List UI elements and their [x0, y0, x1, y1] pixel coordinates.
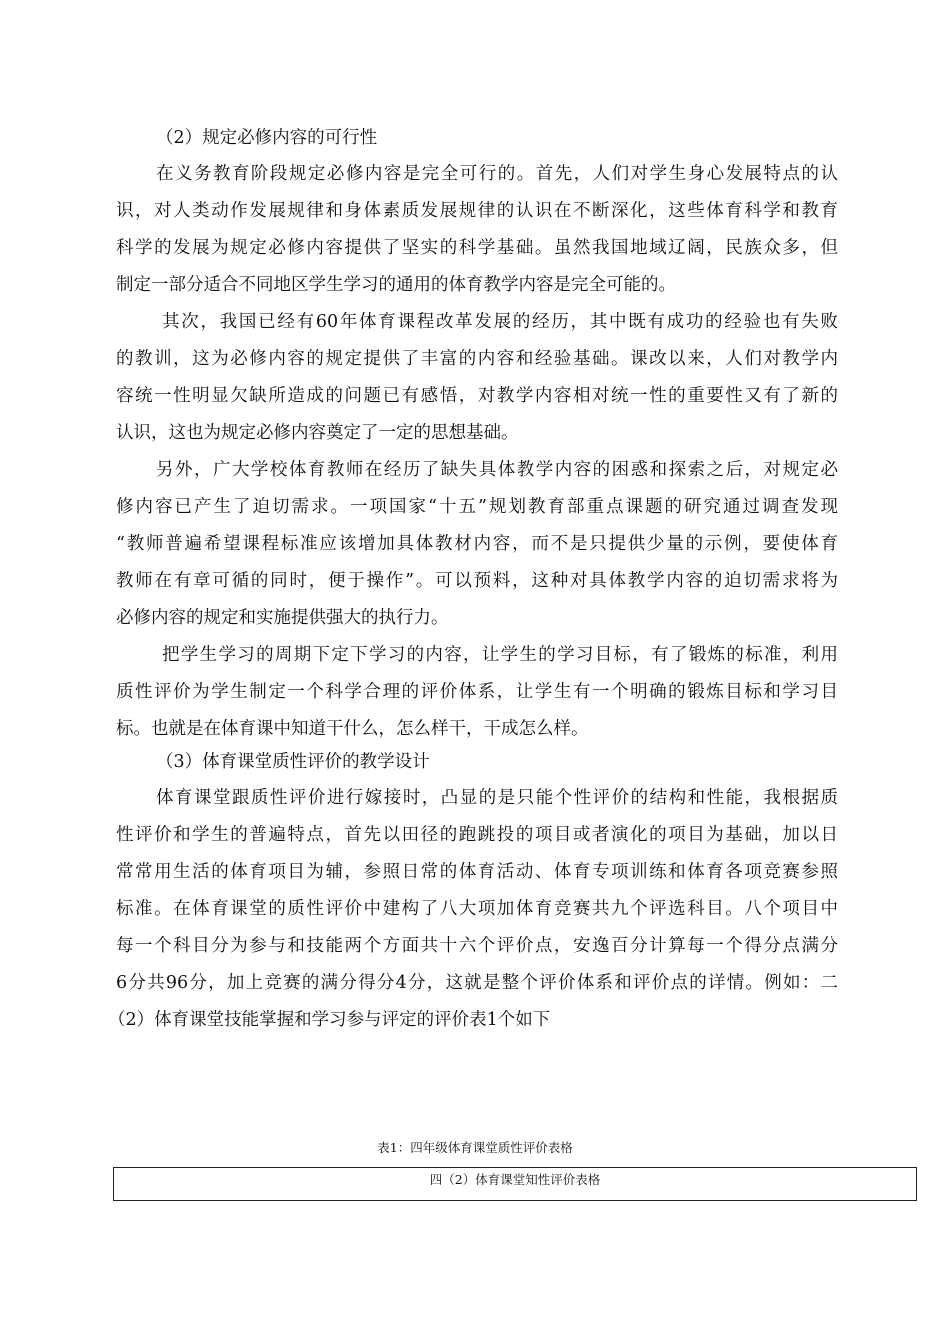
section-heading-3: （3）体育课堂质性评价的教学设计: [156, 752, 430, 772]
paragraph-2-line-1: 其次，我国已经有60年体育课程改革发展的经历，其中既有成功的经验也有失败: [162, 312, 838, 332]
paragraph-5-line-3: 常常用生活的体育项目为辅，参照日常的体育活动、体育专项训练和体育各项竞赛参照: [116, 862, 838, 882]
table-caption: 表1：四年级体育课堂质性评价表格: [377, 1140, 573, 1155]
paragraph-4-line-3: 标。也就是在体育课中知道干什么，怎么样干，干成怎么样。: [116, 719, 589, 739]
paragraph-1-line-4: 制定一部分适合不同地区学生学习的通用的体育教学内容是完全可能的。: [116, 275, 676, 295]
paragraph-5-line-5: 每一个科目分为参与和技能两个方面共十六个评价点，安逸百分计算每一个得分点满分: [116, 936, 838, 956]
evaluation-table: [113, 1167, 917, 1201]
paragraph-5-line-1: 体育课堂跟质性评价进行嫁接时，凸显的是只能个性评价的结构和性能，我根据质: [156, 788, 838, 808]
paragraph-5-line-6: 6分共96分，加上竞赛的满分得分4分，这就是整个评价体系和评价点的详情。例如：二: [116, 973, 838, 993]
paragraph-3-line-5: 必修内容的规定和实施提供强大的执行力。: [116, 608, 449, 628]
paragraph-5-line-7: （2）体育课堂技能掌握和学习参与评定的评价表1个如下: [108, 1010, 551, 1030]
section-heading-2: （2）规定必修内容的可行性: [156, 128, 378, 148]
paragraph-4-line-1: 把学生学习的周期下定下学习的内容，让学生的学习目标，有了锻炼的标准，利用: [162, 645, 838, 665]
paragraph-5-line-2: 性评价和学生的普遍特点，首先以田径的跑跳投的项目或者演化的项目为基础，加以日: [116, 825, 838, 845]
paragraph-2-line-2: 的教训，这为必修内容的规定提供了丰富的内容和经验基础。课改以来，人们对教学内: [116, 349, 838, 369]
paragraph-1-line-3: 科学的发展为规定必修内容提供了坚实的科学基础。虽然我国地域辽阔，民族众多，但: [116, 238, 838, 258]
paragraph-3-line-1: 另外，广大学校体育教师在经历了缺失具体教学内容的困惑和探索之后，对规定必: [156, 460, 838, 480]
paragraph-5-line-4: 标准。在体育课堂的质性评价中建构了八大项加体育竞赛共九个评选科目。八个项目中: [116, 899, 838, 919]
paragraph-3-line-2: 修内容已产生了迫切需求。一项国家“十五”规划教育部重点课题的研究通过调查发现: [116, 497, 838, 517]
paragraph-3-line-4: 教师在有章可循的同时，便于操作”。可以预料，这种对具体教学内容的迫切需求将为: [116, 571, 838, 591]
paragraph-2-line-3: 容统一性明显欠缺所造成的问题已有感悟，对教学内容相对统一性的重要性又有了新的: [116, 386, 838, 406]
paragraph-1-line-1: 在义务教育阶段规定必修内容是完全可行的。首先，人们对学生身心发展特点的认: [156, 164, 838, 184]
table-title: 四（2）体育课堂知性评价表格: [429, 1172, 601, 1187]
paragraph-2-line-4: 认识，这也为规定必修内容奠定了一定的思想基础。: [116, 423, 519, 443]
paragraph-3-line-3: “教师普遍希望课程标准应该增加具体教材内容，而不是只提供少量的示例，要使体育: [116, 534, 838, 554]
paragraph-4-line-2: 质性评价为学生制定一个科学合理的评价体系，让学生有一个明确的锻炼目标和学习目: [116, 682, 838, 702]
paragraph-1-line-2: 识，对人类动作发展规律和身体素质发展规律的认识在不断深化，这些体育科学和教育: [116, 201, 838, 221]
